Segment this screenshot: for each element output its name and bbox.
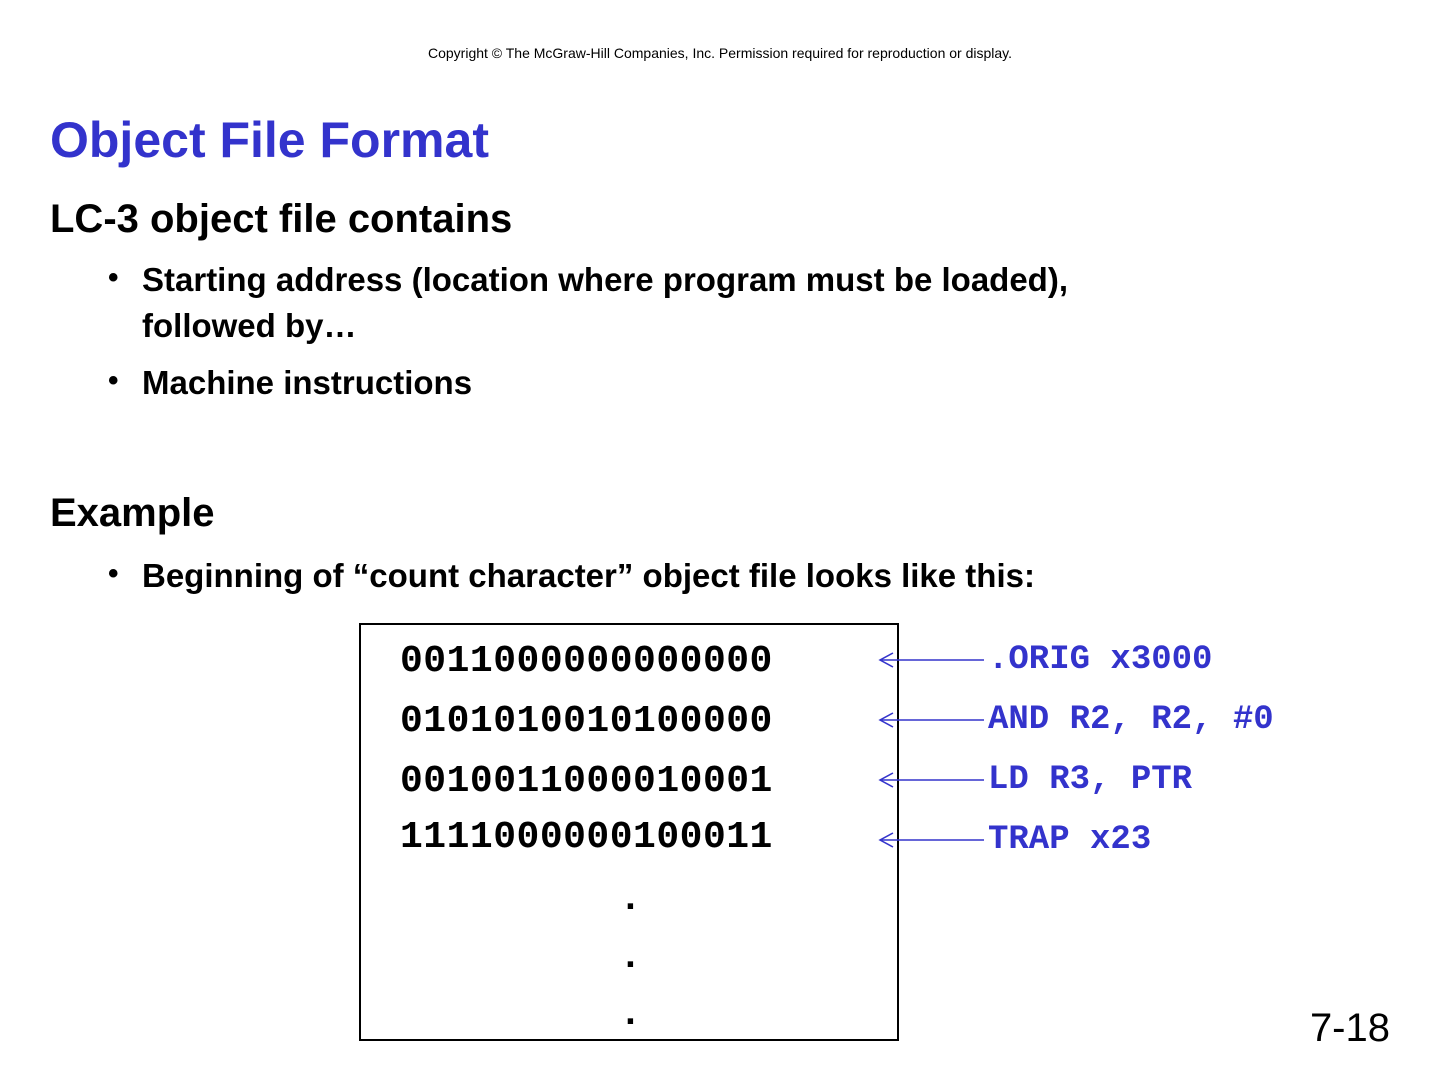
section-heading-contents: LC-3 object file contains <box>50 197 513 241</box>
bullet-icon: • <box>108 364 119 397</box>
bullet-machine-instructions: Machine instructions <box>142 364 473 401</box>
object-code-line: 0010011000010001 <box>400 760 773 803</box>
object-code-line: 0011000000000000 <box>400 640 773 683</box>
slide-title: Object File Format <box>50 112 489 168</box>
copyright-notice: Copyright © The McGraw-Hill Companies, Inc. Permission required for reproduction or display. <box>427 45 1013 61</box>
assembly-line: LD R3, PTR <box>988 761 1193 799</box>
assembly-line: AND R2, R2, #0 <box>988 701 1274 739</box>
bullet-line: Starting address (location where program must be loaded), <box>142 261 1068 298</box>
bullet-icon: • <box>108 261 119 294</box>
bullet-line: followed by… <box>142 307 357 344</box>
section-heading-example: Example <box>50 491 215 535</box>
page-number: 7-18 <box>1309 1006 1390 1050</box>
bullet-starting-address <box>142 257 1322 349</box>
assembly-line: TRAP x23 <box>988 821 1152 859</box>
bullet-icon: • <box>108 557 119 590</box>
assembly-line: .ORIG x3000 <box>988 641 1213 679</box>
object-code-line: 1111000000100011 <box>400 816 773 859</box>
bullet-beginning-of-file: Beginning of “count character” object file looks like this: <box>142 557 1035 594</box>
continuation-dot: . <box>619 878 642 921</box>
object-code-line: 0101010010100000 <box>400 700 773 743</box>
continuation-dot: . <box>619 936 642 979</box>
continuation-dot: . <box>619 993 642 1036</box>
